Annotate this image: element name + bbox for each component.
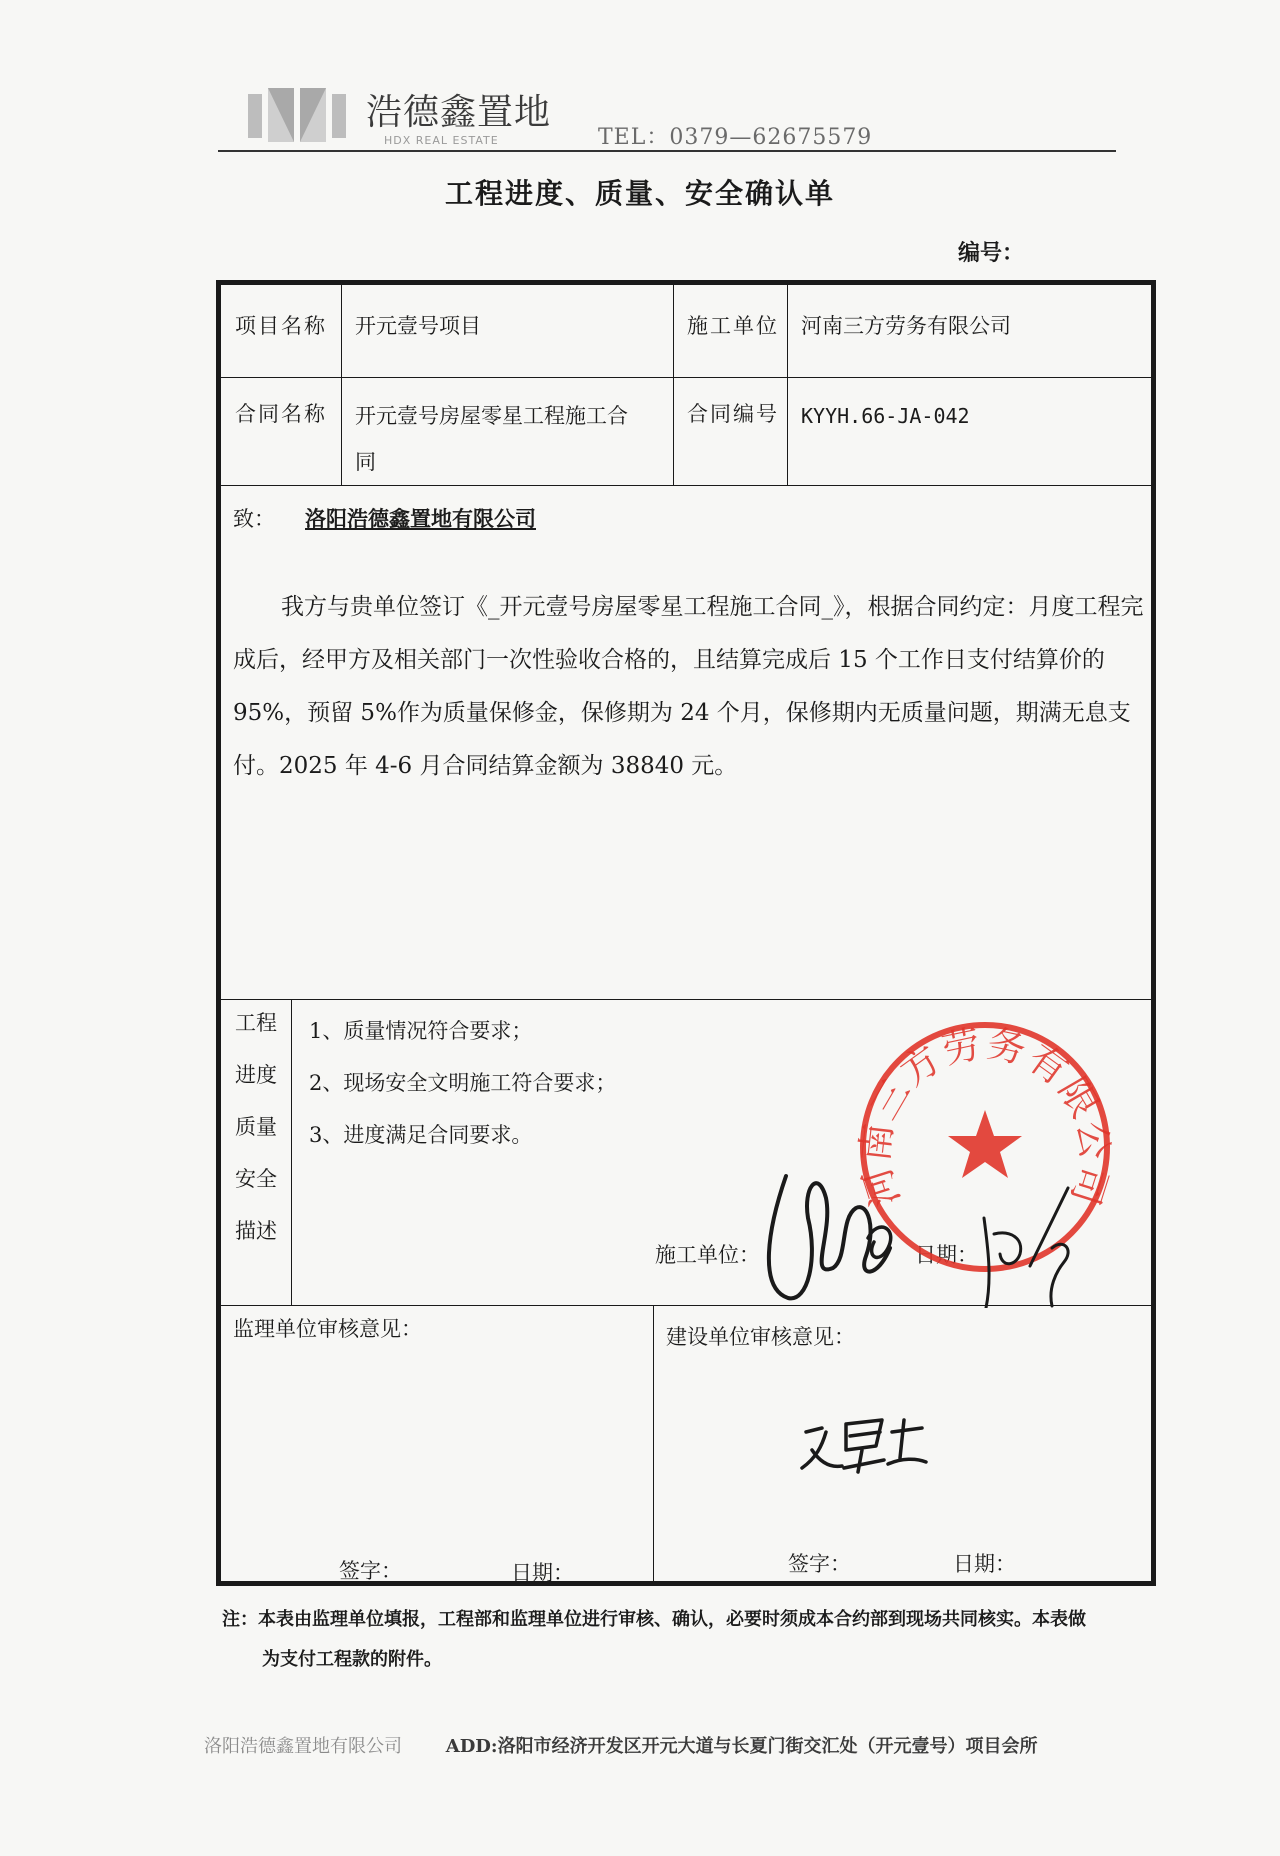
constructor-date-label: 日期： [915, 1243, 978, 1267]
description-item: 2、现场安全文明施工符合要求； [309, 1071, 617, 1095]
col-divider [653, 1305, 654, 1586]
description-label-line: 安全 [235, 1167, 277, 1191]
footer-company: 洛阳浩德鑫置地有限公司 [204, 1736, 402, 1757]
col-divider [673, 285, 674, 485]
document-title: 工程进度、质量、安全确认单 [444, 177, 835, 210]
description-label-line: 描述 [235, 1219, 277, 1243]
project-name-value: 开元壹号项目 [355, 314, 481, 338]
owner-sign-label: 签字： [788, 1552, 851, 1576]
supervisor-review-label: 监理单位审核意见： [233, 1317, 422, 1341]
builder-value: 河南三方劳务有限公司 [801, 314, 1011, 338]
description-label-line: 工程 [235, 1011, 277, 1035]
brand-name: 浩德鑫置地 [366, 92, 552, 133]
description-label-line: 进度 [235, 1063, 277, 1087]
footer-address: ADD:洛阳市经济开发区开元大道与长夏门街交汇处（开元壹号）项目会所 [445, 1736, 1038, 1757]
confirmation-form [216, 280, 1156, 1586]
supervisor-sign-label: 签字： [339, 1559, 402, 1583]
supervisor-date-label: 日期： [511, 1561, 574, 1585]
owner-date-label: 日期： [953, 1552, 1016, 1576]
company-logo-icon [248, 86, 352, 144]
description-label-line: 质量 [235, 1115, 277, 1139]
footnote-line: 注：本表由监理单位填报，工程部和监理单位进行审核、确认，必要时须成本合约部到现场共同核实。本表做 [222, 1609, 1086, 1630]
confirmation-body: 我方与贵单位签订《_开元壹号房屋零星工程施工合同_》，根据合同约定：月度工程完成后，经甲方及相关部门一次性验收合格的，且结算完成后 15 个工作日支付结算价的 95%，预留 5%作为质量保修金，保修期为 24 个月，保修期内无质量问题，期满无息支付。2025 年 4-6 月合同结算金额为 38840 元。 [233, 594, 1144, 779]
project-name-label: 项目名称 [235, 314, 327, 338]
description-item: 3、进度满足合同要求。 [309, 1123, 533, 1147]
contract-name-label: 合同名称 [235, 402, 327, 426]
col-divider [341, 285, 342, 485]
row-divider [221, 999, 1151, 1000]
footnote-line: 为支付工程款的附件。 [262, 1649, 442, 1670]
page-footer [204, 1732, 1038, 1758]
phone-number: TEL：0379—62675579 [598, 125, 873, 150]
header-divider [218, 150, 1116, 152]
description-items [309, 1005, 616, 1161]
row-divider [221, 485, 1151, 486]
serial-number-label: 编号： [958, 240, 1025, 266]
contract-number-value: KYYH.66-JA-042 [801, 404, 970, 428]
owner-signature-icon [792, 1402, 932, 1482]
constructor-signature-icon [748, 1138, 1078, 1308]
col-divider [291, 999, 292, 1305]
contract-name-value-cont: 同 [355, 450, 376, 474]
col-divider [787, 285, 788, 485]
seal-text: 河南三方劳务有限公司 [852, 1021, 1118, 1213]
constructor-sign-label: 施工单位： [655, 1243, 760, 1267]
recipient-company: 洛阳浩德鑫置地有限公司 [305, 506, 536, 531]
contract-number-label: 合同编号 [687, 402, 779, 426]
recipient-line [233, 503, 536, 533]
row-divider [221, 377, 1151, 378]
owner-review-label: 建设单位审核意见： [666, 1325, 855, 1349]
description-item: 1、质量情况符合要求； [309, 1019, 533, 1043]
brand-name-english: HDX REAL ESTATE [384, 134, 499, 147]
description-label [221, 997, 291, 1257]
recipient-label: 致： [233, 507, 275, 531]
contract-name-value: 开元壹号房屋零星工程施工合 [355, 404, 628, 428]
footnote [222, 1600, 1162, 1680]
builder-label: 施工单位 [687, 314, 779, 338]
